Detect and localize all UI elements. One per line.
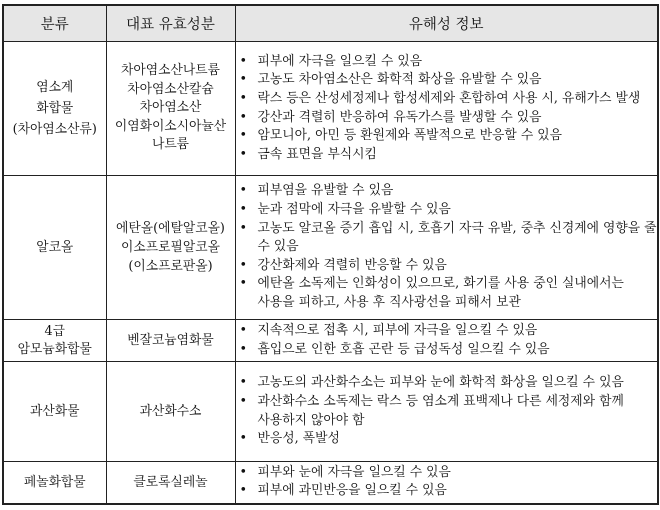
ingredient-line: 클로록실레놀 — [133, 474, 208, 490]
category-line: 4급 — [44, 323, 65, 339]
ingredient-line: 차아염소산나트륨 — [121, 63, 220, 79]
category-cell — [3, 176, 106, 320]
hazard-item: • 반응성, 폭발성 — [236, 430, 658, 449]
category-line: (차아염소산류) — [12, 122, 97, 137]
hazard-item: • 과산화수소 소독제는 락스 등 염소계 표백제나 다른 세정제와 함께 사용하지 않아야 함 — [236, 393, 658, 430]
hazard-cell — [235, 42, 658, 176]
category-line: 페놀화합물 — [23, 474, 86, 490]
category-cell — [3, 42, 106, 176]
hazard-item: • 피부에 과민반응을 일으킬 수 있음 — [236, 482, 658, 501]
hazard-list — [236, 464, 658, 501]
category-line: 화합물 — [36, 101, 74, 116]
ingredient-line: (이소프로판올) — [128, 259, 213, 274]
ingredient-line: 벤잘코늄염화물 — [127, 333, 214, 348]
hazard-item: • 강산화제와 격렬히 반응할 수 있음 — [236, 257, 658, 276]
hazard-item: • 피부와 눈에 자극을 일으킬 수 있음 — [236, 464, 658, 483]
hazard-item: • 고농도 알코올 증기 흡입 시, 호흡기 자극 유발, 중추 신경계에 영향을 줄 수 있음 — [236, 220, 658, 257]
hazard-cell — [235, 176, 658, 320]
hazard-item: • 강산과 격렬히 반응하여 유독가스를 발생할 수 있음 — [236, 109, 658, 128]
hazard-list — [236, 322, 658, 359]
hazard-item: • 암모니아, 아민 등 환원제와 폭발적으로 반응할 수 있음 — [236, 127, 658, 146]
category-line: 암모늄화합물 — [17, 341, 92, 357]
ingredient-line: 차아염소산 — [139, 100, 202, 116]
ingredient-cell — [106, 176, 235, 320]
ingredient-cell — [106, 320, 235, 362]
table-header-row — [3, 5, 658, 42]
ingredient-cell — [106, 362, 235, 462]
hazard-cell — [235, 320, 658, 362]
hazard-item: • 피부염을 유발할 수 있음 — [236, 182, 658, 201]
hazard-info-table — [2, 4, 659, 505]
hazard-item: • 락스 등은 산성세정제나 합성세제와 혼합하여 사용 시, 유해가스 발생 — [236, 90, 658, 109]
table-row — [3, 42, 658, 176]
hazard-item: • 고농도 차아염소산은 화학적 화상을 유발할 수 있음 — [236, 71, 658, 90]
ingredient-cell — [106, 42, 235, 176]
table-row — [3, 362, 658, 462]
category-line: 과산화물 — [30, 404, 80, 419]
ingredient-line: 이염화이소시아뉼산 — [114, 118, 227, 134]
ingredient-cell — [106, 462, 235, 504]
category-line: 염소계 — [36, 80, 74, 95]
hazard-item: • 고농도의 과산화수소는 피부와 눈에 화학적 화상을 일으킬 수 있음 — [236, 374, 658, 393]
header-ingredient: 대표 유효성분 — [106, 5, 235, 42]
category-cell — [3, 462, 106, 504]
ingredient-line: 이소프로필알코올 — [121, 240, 220, 255]
ingredient-line: 과산화수소 — [139, 404, 202, 419]
table-row — [3, 462, 658, 504]
hazard-item: • 지속적으로 접촉 시, 피부에 자극을 일으킬 수 있음 — [236, 322, 658, 341]
category-cell — [3, 362, 106, 462]
table-row — [3, 320, 658, 362]
hazard-item: • 피부에 자극을 일으킬 수 있음 — [236, 53, 658, 72]
hazard-list — [236, 182, 658, 312]
hazard-item: • 금속 표면을 부식시킴 — [236, 146, 658, 165]
hazard-cell — [235, 462, 658, 504]
hazard-list — [236, 53, 658, 165]
ingredient-line: 에탄올(에탈알코올) — [116, 221, 225, 236]
table-row — [3, 176, 658, 320]
ingredient-line: 차아염소산칼슘 — [127, 81, 214, 97]
category-line: 알코올 — [36, 240, 74, 255]
header-category: 분류 — [3, 5, 106, 42]
hazard-item: • 눈과 점막에 자극을 유발할 수 있음 — [236, 201, 658, 220]
hazard-cell — [235, 362, 658, 462]
hazard-item: • 흡입으로 인한 호흡 곤란 등 급성독성 일으킬 수 있음 — [236, 341, 658, 360]
hazard-list — [236, 374, 658, 448]
header-hazard: 유해성 정보 — [235, 5, 658, 42]
ingredient-line: 나트륨 — [151, 137, 190, 153]
hazard-item: • 에탄올 소독제는 인화성이 있으므로, 화기를 사용 중인 실내에서는 사용을 피하고, 사용 후 직사광선을 피해서 보관 — [236, 275, 658, 312]
category-cell — [3, 320, 106, 362]
